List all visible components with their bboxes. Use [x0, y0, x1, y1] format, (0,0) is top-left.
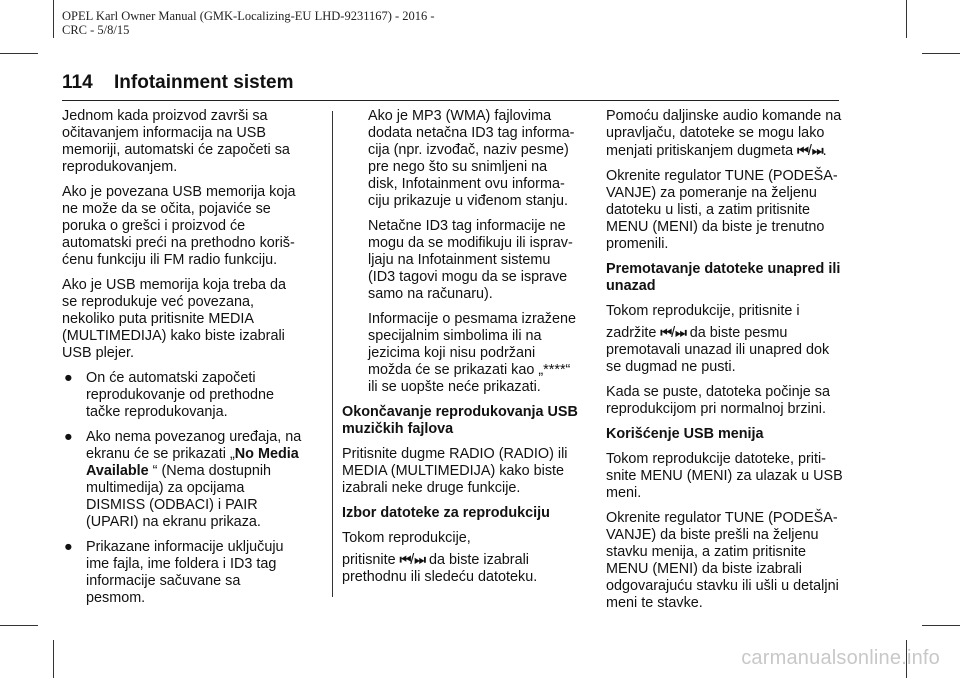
previous-track-icon: ⏮ — [399, 552, 411, 567]
text-column-2 — [342, 108, 580, 594]
crop-mark — [0, 625, 38, 626]
paragraph-start: Pomoću daljinske audio komande na upravljaču, datoteke se mogu lako menjati pritiskanjem dugmeta — [606, 108, 842, 159]
no-media-label: No Media Available — [86, 446, 299, 479]
paragraph: Okrenite regulator TUNE (PODEŠA-VANJE) za pomeranje na željenu datoteku u listi, a zatim pritisnite MENU (MENI) da biste je trenutno promenili. — [606, 168, 838, 252]
paragraph: Ako je povezana USB memorija koja ne može da se očita, pojaviće se poruka o grešci i proizvod će automatski preći na prethodno koriš-ćenu funkciju ili FM radio funkciju. — [62, 184, 296, 268]
bullet-text: On će automatski započeti reprodukovanje od prethodne tačke reprodukovanja. — [86, 370, 275, 420]
crop-mark — [922, 625, 960, 626]
crop-mark — [906, 0, 907, 38]
page-title: Infotainment sistem — [114, 72, 294, 93]
manual-meta-line-2: CRC - 5/8/15 — [62, 23, 130, 37]
paragraph-end: da biste izabrali prethodnu ili sledeću datoteku. — [342, 552, 538, 585]
crop-mark — [0, 53, 38, 54]
paragraph: Ako je MP3 (WMA) fajlovima dodata netačna ID3 tag informa-cija (npr. izvođač, naziv pesme) pre nego što su snimljeni na disk, Infotainment ovu informa-ciju prikazuje u viđenom stanju. — [368, 108, 575, 209]
manual-meta — [62, 9, 582, 37]
paragraph-start: zadržite — [606, 325, 657, 341]
text-column-1 — [62, 108, 302, 615]
crop-mark — [53, 0, 54, 38]
separator: / — [671, 325, 676, 341]
paragraph — [606, 324, 846, 376]
bullet-icon: ● — [64, 370, 73, 386]
bullet-text: Prikazane informacije uključuju ime fajla, ime foldera i ID3 tag informacije sačuvane sa pesmom. — [86, 539, 284, 606]
column-divider — [332, 111, 333, 597]
crop-mark — [53, 640, 54, 678]
paragraph: Netačne ID3 tag informacije ne mogu da se modifikuju ili isprav-ljaju na Infotainment sistemu (ID3 tagovi mogu da se isprave samo na računaru). — [368, 218, 573, 302]
paragraph-end: da biste pesmu premotavali unazad ili unapred dok se dugmad ne pusti. — [606, 325, 830, 375]
paragraph: Kada se puste, datoteka počinje sa reprodukcijom pri normalnoj brzini. — [606, 384, 831, 417]
bullet-item — [62, 429, 302, 531]
separator: / — [807, 143, 812, 159]
paragraph-start: pritisnite — [342, 552, 396, 568]
next-track-icon: ⏭ — [811, 143, 823, 158]
paragraph: Tokom reprodukcije, pritisnite i — [606, 303, 800, 319]
bullet-item — [62, 539, 302, 607]
paragraph: Tokom reprodukcije, — [342, 530, 471, 546]
next-track-icon: ⏭ — [414, 552, 425, 567]
page-header — [62, 72, 839, 101]
bullet-text-end: “ (Nema dostupnih multimedija) za opcijama DISMISS (ODBACI) i PAIR (UPARI) na ekranu prikaza. — [86, 463, 272, 530]
paragraph — [342, 551, 580, 586]
bullet-text — [86, 429, 302, 531]
section-heading: Okončavanje reprodukovanja USB muzičkih fajlova — [342, 404, 578, 437]
bullet-text-start: Ako nema povezanog uređaja, na ekranu će se prikazati „ — [86, 429, 302, 462]
next-track-icon: ⏭ — [675, 325, 686, 340]
paragraph: Ako je USB memorija koja treba da se reprodukuje već povezana, nekoliko puta pritisnite MEDIA (MULTIMEDIJA) kako biste izabrali USB plejer. — [62, 277, 286, 361]
previous-track-icon: ⏮ — [797, 143, 808, 158]
crop-mark — [922, 53, 960, 54]
paragraph — [606, 108, 846, 160]
paragraph: Informacije o pesmama izražene specijalnim simbolima ili na jezicima koji nisu podržani možda će se prikazati kao „****“ ili se uopšte neće prikazati. — [368, 311, 576, 395]
separator: / — [410, 552, 415, 568]
bullet-item — [62, 370, 302, 421]
section-heading: Korišćenje USB menija — [606, 426, 764, 442]
page-number: 114 — [62, 72, 93, 93]
paragraph: Jednom kada proizvod završi sa očitavanjem informacija na USB memoriji, automatski će započeti sa reprodukovanjem. — [62, 108, 290, 175]
paragraph: Okrenite regulator TUNE (PODEŠA-VANJE) da biste prešli na željenu stavku menija, a zatim pritisnite MENU (MENI) da biste izabrali odgovarajuću stavku ili ušli u detaljni meni te stavke. — [606, 510, 839, 611]
paragraph: Tokom reprodukcije datoteke, priti-snite MENU (MENI) za ulazak u USB meni. — [606, 451, 843, 501]
bullet-icon: ● — [64, 539, 73, 555]
watermark: carmanualsonline.info — [741, 647, 940, 669]
paragraph-end: . — [822, 143, 827, 159]
previous-track-icon: ⏮ — [660, 325, 672, 340]
text-column-3 — [606, 108, 846, 620]
paragraph: Pritisnite dugme RADIO (RADIO) ili MEDIA (MULTIMEDIJA) kako biste izabrali neke druge funkcije. — [342, 446, 568, 496]
manual-meta-line-1: OPEL Karl Owner Manual (GMK-Localizing-EU LHD-9231167) - 2016 - — [62, 9, 435, 23]
section-heading: Izbor datoteke za reprodukciju — [342, 505, 550, 521]
bullet-icon: ● — [64, 429, 73, 445]
section-heading: Premotavanje datoteke unapred ili unazad — [606, 261, 841, 294]
